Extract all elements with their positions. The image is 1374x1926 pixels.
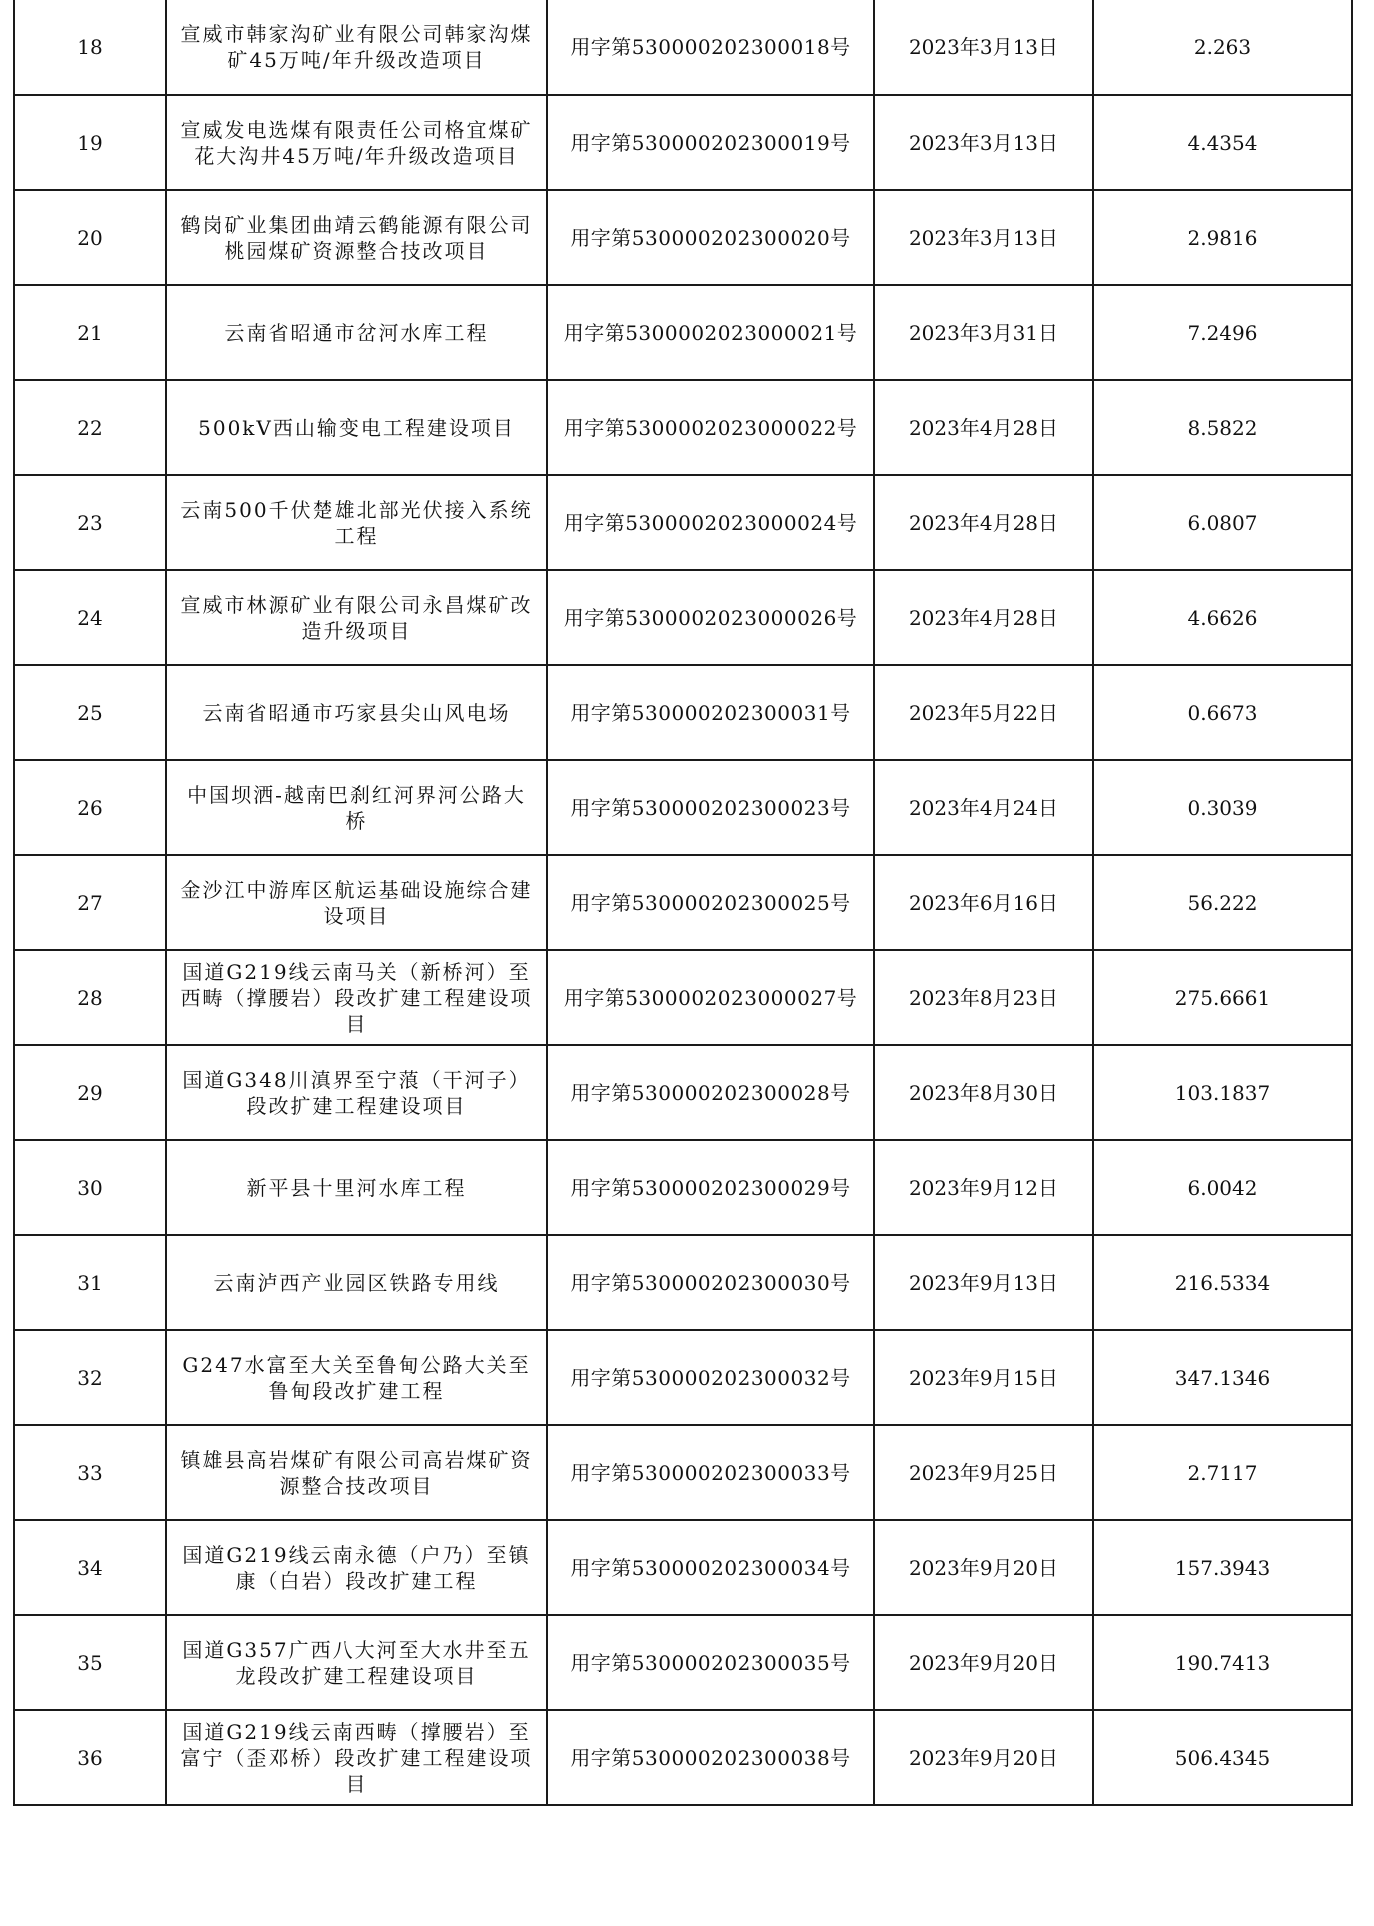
approval-date-cell: 2023年9月25日 bbox=[874, 1425, 1093, 1520]
area-value-cell: 103.1837 bbox=[1093, 1045, 1352, 1140]
project-name-cell: 宣威市林源矿业有限公司永昌煤矿改造升级项目 bbox=[166, 570, 547, 665]
approval-date-cell: 2023年4月28日 bbox=[874, 380, 1093, 475]
project-name-cell: G247水富至大关至鲁甸公路大关至鲁甸段改扩建工程 bbox=[166, 1330, 547, 1425]
project-name-cell: 鹤岗矿业集团曲靖云鹤能源有限公司桃园煤矿资源整合技改项目 bbox=[166, 190, 547, 285]
project-name-cell: 新平县十里河水库工程 bbox=[166, 1140, 547, 1235]
project-name-cell: 镇雄县高岩煤矿有限公司高岩煤矿资源整合技改项目 bbox=[166, 1425, 547, 1520]
approval-date-cell: 2023年8月30日 bbox=[874, 1045, 1093, 1140]
approval-date-cell: 2023年9月20日 bbox=[874, 1710, 1093, 1805]
approval-date-cell: 2023年3月13日 bbox=[874, 95, 1093, 190]
area-value-cell: 216.5334 bbox=[1093, 1235, 1352, 1330]
approval-date-cell: 2023年3月13日 bbox=[874, 0, 1093, 95]
approval-date-cell: 2023年4月28日 bbox=[874, 570, 1093, 665]
area-value-cell: 506.4345 bbox=[1093, 1710, 1352, 1805]
project-name-cell: 国道G219线云南马关（新桥河）至西畴（撑腰岩）段改扩建工程建设项目 bbox=[166, 950, 547, 1045]
document-number-cell: 用字第530000202300034号 bbox=[547, 1520, 874, 1615]
document-number-cell: 用字第530000202300038号 bbox=[547, 1710, 874, 1805]
area-value-cell: 6.0042 bbox=[1093, 1140, 1352, 1235]
document-number-cell: 用字第530000202300025号 bbox=[547, 855, 874, 950]
project-name-cell: 宣威发电选煤有限责任公司格宜煤矿花大沟井45万吨/年升级改造项目 bbox=[166, 95, 547, 190]
row-number-cell: 32 bbox=[14, 1330, 166, 1425]
project-name-cell: 国道G219线云南西畴（撑腰岩）至富宁（歪邓桥）段改扩建工程建设项目 bbox=[166, 1710, 547, 1805]
area-value-cell: 0.3039 bbox=[1093, 760, 1352, 855]
land-use-approval-table bbox=[13, 0, 1353, 1806]
project-name-cell: 云南500千伏楚雄北部光伏接入系统工程 bbox=[166, 475, 547, 570]
approval-date-cell: 2023年9月13日 bbox=[874, 1235, 1093, 1330]
table-body bbox=[14, 0, 1352, 1805]
approval-date-cell: 2023年6月16日 bbox=[874, 855, 1093, 950]
area-value-cell: 2.263 bbox=[1093, 0, 1352, 95]
document-number-cell: 用字第530000202300035号 bbox=[547, 1615, 874, 1710]
project-name-cell: 国道G348川滇界至宁蒗（干河子）段改扩建工程建设项目 bbox=[166, 1045, 547, 1140]
document-number-cell: 用字第5300002023000021号 bbox=[547, 285, 874, 380]
approval-date-cell: 2023年9月15日 bbox=[874, 1330, 1093, 1425]
area-value-cell: 347.1346 bbox=[1093, 1330, 1352, 1425]
document-number-cell: 用字第530000202300018号 bbox=[547, 0, 874, 95]
area-value-cell: 190.7413 bbox=[1093, 1615, 1352, 1710]
document-number-cell: 用字第5300002023000024号 bbox=[547, 475, 874, 570]
row-number-cell: 29 bbox=[14, 1045, 166, 1140]
project-name-cell: 宣威市韩家沟矿业有限公司韩家沟煤矿45万吨/年升级改造项目 bbox=[166, 0, 547, 95]
table-row bbox=[14, 475, 1352, 570]
table-row bbox=[14, 190, 1352, 285]
table-row bbox=[14, 0, 1352, 95]
area-value-cell: 8.5822 bbox=[1093, 380, 1352, 475]
area-value-cell: 4.6626 bbox=[1093, 570, 1352, 665]
row-number-cell: 25 bbox=[14, 665, 166, 760]
area-value-cell: 2.7117 bbox=[1093, 1425, 1352, 1520]
table-row bbox=[14, 1045, 1352, 1140]
project-name-cell: 云南省昭通市巧家县尖山风电场 bbox=[166, 665, 547, 760]
approval-date-cell: 2023年8月23日 bbox=[874, 950, 1093, 1045]
document-number-cell: 用字第530000202300019号 bbox=[547, 95, 874, 190]
table-row bbox=[14, 950, 1352, 1045]
table-row bbox=[14, 1235, 1352, 1330]
row-number-cell: 33 bbox=[14, 1425, 166, 1520]
row-number-cell: 35 bbox=[14, 1615, 166, 1710]
area-value-cell: 275.6661 bbox=[1093, 950, 1352, 1045]
area-value-cell: 0.6673 bbox=[1093, 665, 1352, 760]
project-name-cell: 500kV西山输变电工程建设项目 bbox=[166, 380, 547, 475]
approval-date-cell: 2023年5月22日 bbox=[874, 665, 1093, 760]
document-number-cell: 用字第5300002023000022号 bbox=[547, 380, 874, 475]
row-number-cell: 30 bbox=[14, 1140, 166, 1235]
row-number-cell: 24 bbox=[14, 570, 166, 665]
document-number-cell: 用字第530000202300028号 bbox=[547, 1045, 874, 1140]
row-number-cell: 19 bbox=[14, 95, 166, 190]
table-row bbox=[14, 1330, 1352, 1425]
table-row bbox=[14, 285, 1352, 380]
document-number-cell: 用字第5300002023000027号 bbox=[547, 950, 874, 1045]
document-number-cell: 用字第530000202300023号 bbox=[547, 760, 874, 855]
document-number-cell: 用字第530000202300031号 bbox=[547, 665, 874, 760]
table-row bbox=[14, 95, 1352, 190]
area-value-cell: 56.222 bbox=[1093, 855, 1352, 950]
row-number-cell: 27 bbox=[14, 855, 166, 950]
document-number-cell: 用字第530000202300032号 bbox=[547, 1330, 874, 1425]
table-row bbox=[14, 760, 1352, 855]
row-number-cell: 26 bbox=[14, 760, 166, 855]
approval-date-cell: 2023年9月20日 bbox=[874, 1615, 1093, 1710]
project-name-cell: 国道G219线云南永德（户乃）至镇康（白岩）段改扩建工程 bbox=[166, 1520, 547, 1615]
row-number-cell: 22 bbox=[14, 380, 166, 475]
area-value-cell: 157.3943 bbox=[1093, 1520, 1352, 1615]
row-number-cell: 18 bbox=[14, 0, 166, 95]
document-number-cell: 用字第530000202300030号 bbox=[547, 1235, 874, 1330]
area-value-cell: 7.2496 bbox=[1093, 285, 1352, 380]
row-number-cell: 28 bbox=[14, 950, 166, 1045]
area-value-cell: 2.9816 bbox=[1093, 190, 1352, 285]
table-row bbox=[14, 570, 1352, 665]
row-number-cell: 31 bbox=[14, 1235, 166, 1330]
area-value-cell: 4.4354 bbox=[1093, 95, 1352, 190]
table-row bbox=[14, 1710, 1352, 1805]
table-row bbox=[14, 1425, 1352, 1520]
row-number-cell: 21 bbox=[14, 285, 166, 380]
approval-date-cell: 2023年9月20日 bbox=[874, 1520, 1093, 1615]
row-number-cell: 34 bbox=[14, 1520, 166, 1615]
approval-date-cell: 2023年9月12日 bbox=[874, 1140, 1093, 1235]
approval-date-cell: 2023年4月24日 bbox=[874, 760, 1093, 855]
row-number-cell: 20 bbox=[14, 190, 166, 285]
table-row bbox=[14, 1615, 1352, 1710]
table-row bbox=[14, 1140, 1352, 1235]
approval-date-cell: 2023年3月31日 bbox=[874, 285, 1093, 380]
approval-date-cell: 2023年4月28日 bbox=[874, 475, 1093, 570]
table-row bbox=[14, 665, 1352, 760]
document-number-cell: 用字第5300002023000026号 bbox=[547, 570, 874, 665]
document-number-cell: 用字第530000202300020号 bbox=[547, 190, 874, 285]
row-number-cell: 36 bbox=[14, 1710, 166, 1805]
project-name-cell: 云南省昭通市岔河水库工程 bbox=[166, 285, 547, 380]
project-name-cell: 云南泸西产业园区铁路专用线 bbox=[166, 1235, 547, 1330]
document-number-cell: 用字第530000202300033号 bbox=[547, 1425, 874, 1520]
table-row bbox=[14, 380, 1352, 475]
project-name-cell: 国道G357广西八大河至大水井至五龙段改扩建工程建设项目 bbox=[166, 1615, 547, 1710]
table-row bbox=[14, 855, 1352, 950]
project-name-cell: 中国坝洒-越南巴刹红河界河公路大桥 bbox=[166, 760, 547, 855]
document-number-cell: 用字第530000202300029号 bbox=[547, 1140, 874, 1235]
area-value-cell: 6.0807 bbox=[1093, 475, 1352, 570]
table-row bbox=[14, 1520, 1352, 1615]
approval-date-cell: 2023年3月13日 bbox=[874, 190, 1093, 285]
row-number-cell: 23 bbox=[14, 475, 166, 570]
project-name-cell: 金沙江中游库区航运基础设施综合建设项目 bbox=[166, 855, 547, 950]
